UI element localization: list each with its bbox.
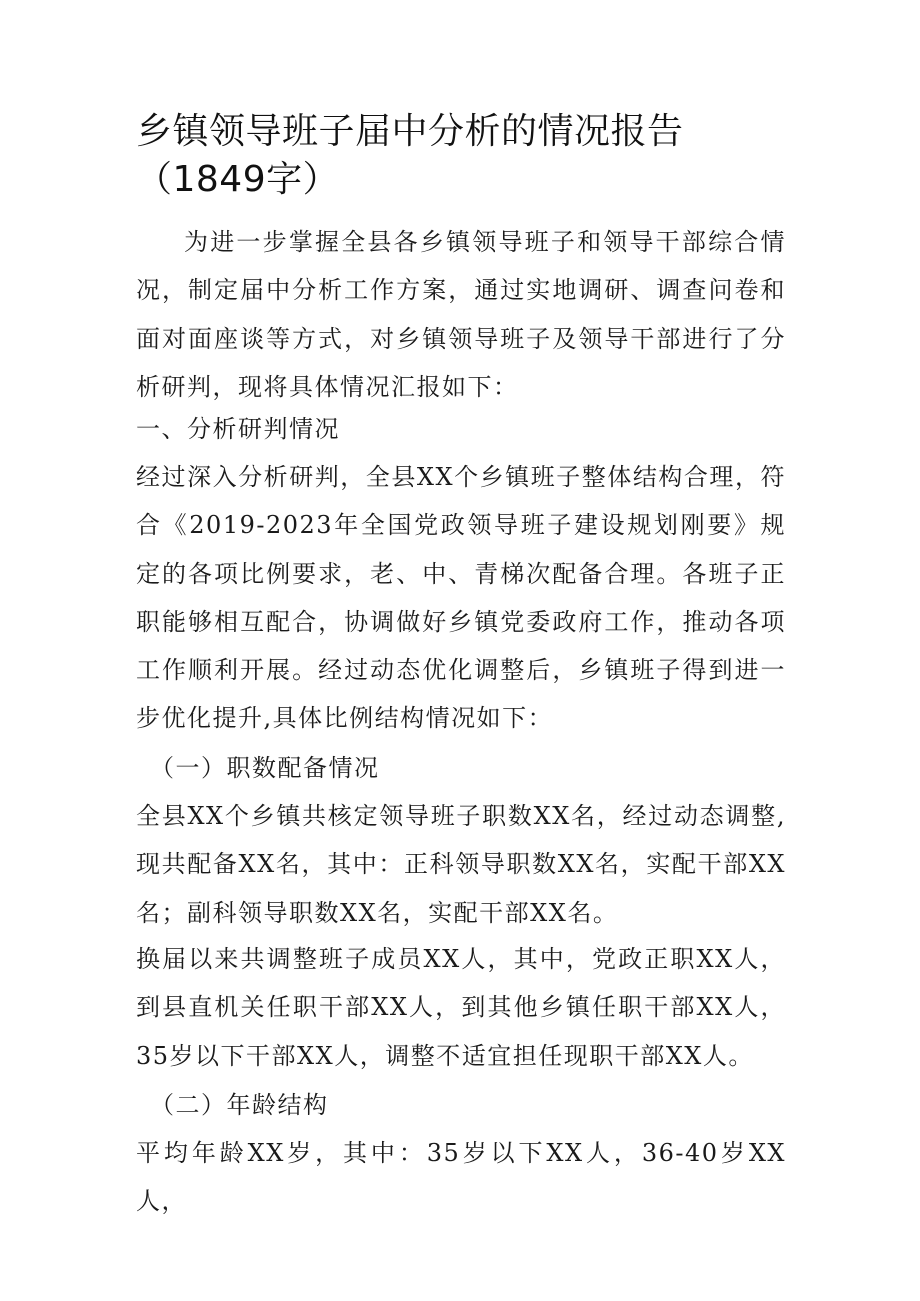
subsection-heading-age: （二）年龄结构 (150, 1091, 329, 1119)
posts-paragraph: 全县XX个乡镇共核定领导班子职数XX名，经过动态调整,现共配备XX名，其中：正科领导职数XX名，实配干部XX名；副科领导职数XX名，实配干部XX名。 (136, 802, 786, 927)
subsection-heading-posts: （一）职数配备情况 (150, 754, 380, 782)
analysis-paragraph: 经过深入分析研判，全县XX个乡镇班子整体结构合理，符合《2019-2023年全国党政领导班子建设规划刚要》规定的各项比例要求，老、中、青梯次配备合理。各班子正职能够相互配合，协调做好乡镇党委政府工作，推动各项工作顺利开展。经过动态优化调整后，乡镇班子得到进一步优化提升,具体比例结构情况如下： (136, 463, 786, 733)
section-heading-analysis: 一、分析研判情况 (136, 415, 340, 443)
intro-paragraph: 为进一步掌握全县各乡镇领导班子和领导干部综合情况，制定届中分析工作方案，通过实地调研、调查问卷和面对面座谈等方式，对乡镇领导班子及领导干部进行了分析研判，现将具体情况汇报如下： (136, 228, 786, 401)
document-title: 乡镇领导班子届中分析的情况报告（1849字） (136, 111, 684, 200)
age-paragraph: 平均年龄XX岁，其中：35岁以下XX人，36-40岁XX人， (136, 1139, 786, 1216)
adjustment-paragraph: 换届以来共调整班子成员XX人，其中，党政正职XX人，到县直机关任职干部XX人，到其他乡镇任职干部XX人，35岁以下干部XX人，调整不适宜担任现职干部XX人。 (136, 945, 786, 1070)
